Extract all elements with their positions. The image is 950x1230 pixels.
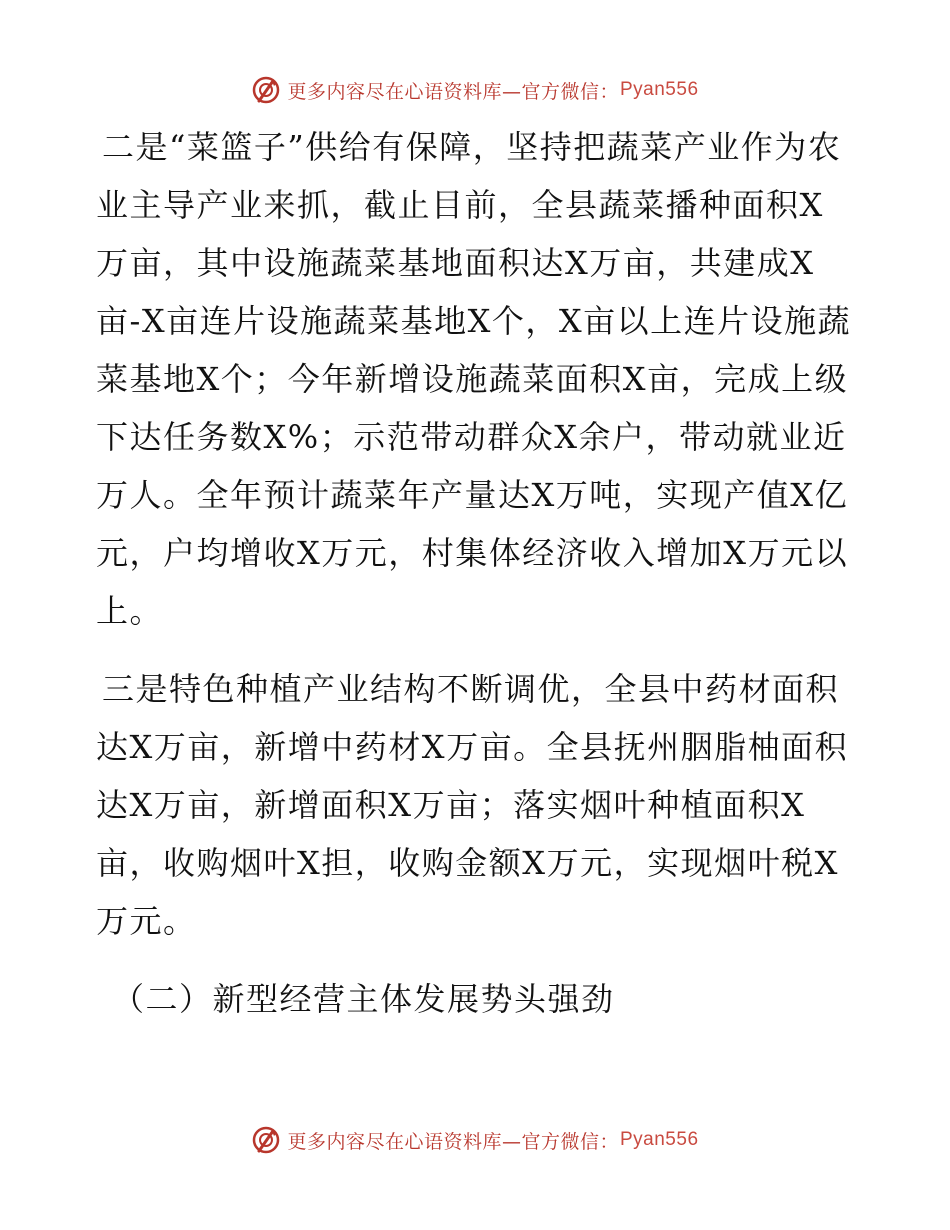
watermark-wechat-id: Pyan556 xyxy=(620,1129,699,1150)
logo-icon xyxy=(251,1125,281,1155)
paragraph-special-crops: 三是特色种植产业结构不断调优，全县中药材面积达X万亩，新增中药材X万亩。全县抚州胭脂柚面积达X万亩，新增面积X万亩；落实烟叶种植面积X亩，收购烟叶X担，收购金额X万元，实现烟叶税X万元。 xyxy=(96,670,849,940)
footer-watermark xyxy=(0,1120,950,1160)
document-body xyxy=(96,118,856,1028)
paragraph-vegetables: 二是“菜篮子”供给有保障，坚持把蔬菜产业作为农业主导产业来抓，截止目前，全县蔬菜播种面积X万亩，其中设施蔬菜基地面积达X万亩，共建成X亩-X亩连片设施蔬菜基地X个，X亩以上连片设施蔬菜基地X个；今年新增设施蔬菜面积X亩，完成上级下达任务数X%；示范带动群众X余户，带动就业近万人。全年预计蔬菜年产量达X万吨，实现产值X亿元，户均增收X万元，村集体经济收入增加X万元以上。 xyxy=(96,128,852,630)
header-watermark xyxy=(0,70,950,110)
logo-icon xyxy=(251,75,281,105)
watermark-wechat-id: Pyan556 xyxy=(620,79,699,100)
section-heading: （二）新型经营主体发展势头强劲 xyxy=(112,980,615,1018)
watermark-text: 更多内容尽在心语资料库—官方微信： xyxy=(287,80,619,103)
watermark-text: 更多内容尽在心语资料库—官方微信： xyxy=(287,1130,619,1153)
